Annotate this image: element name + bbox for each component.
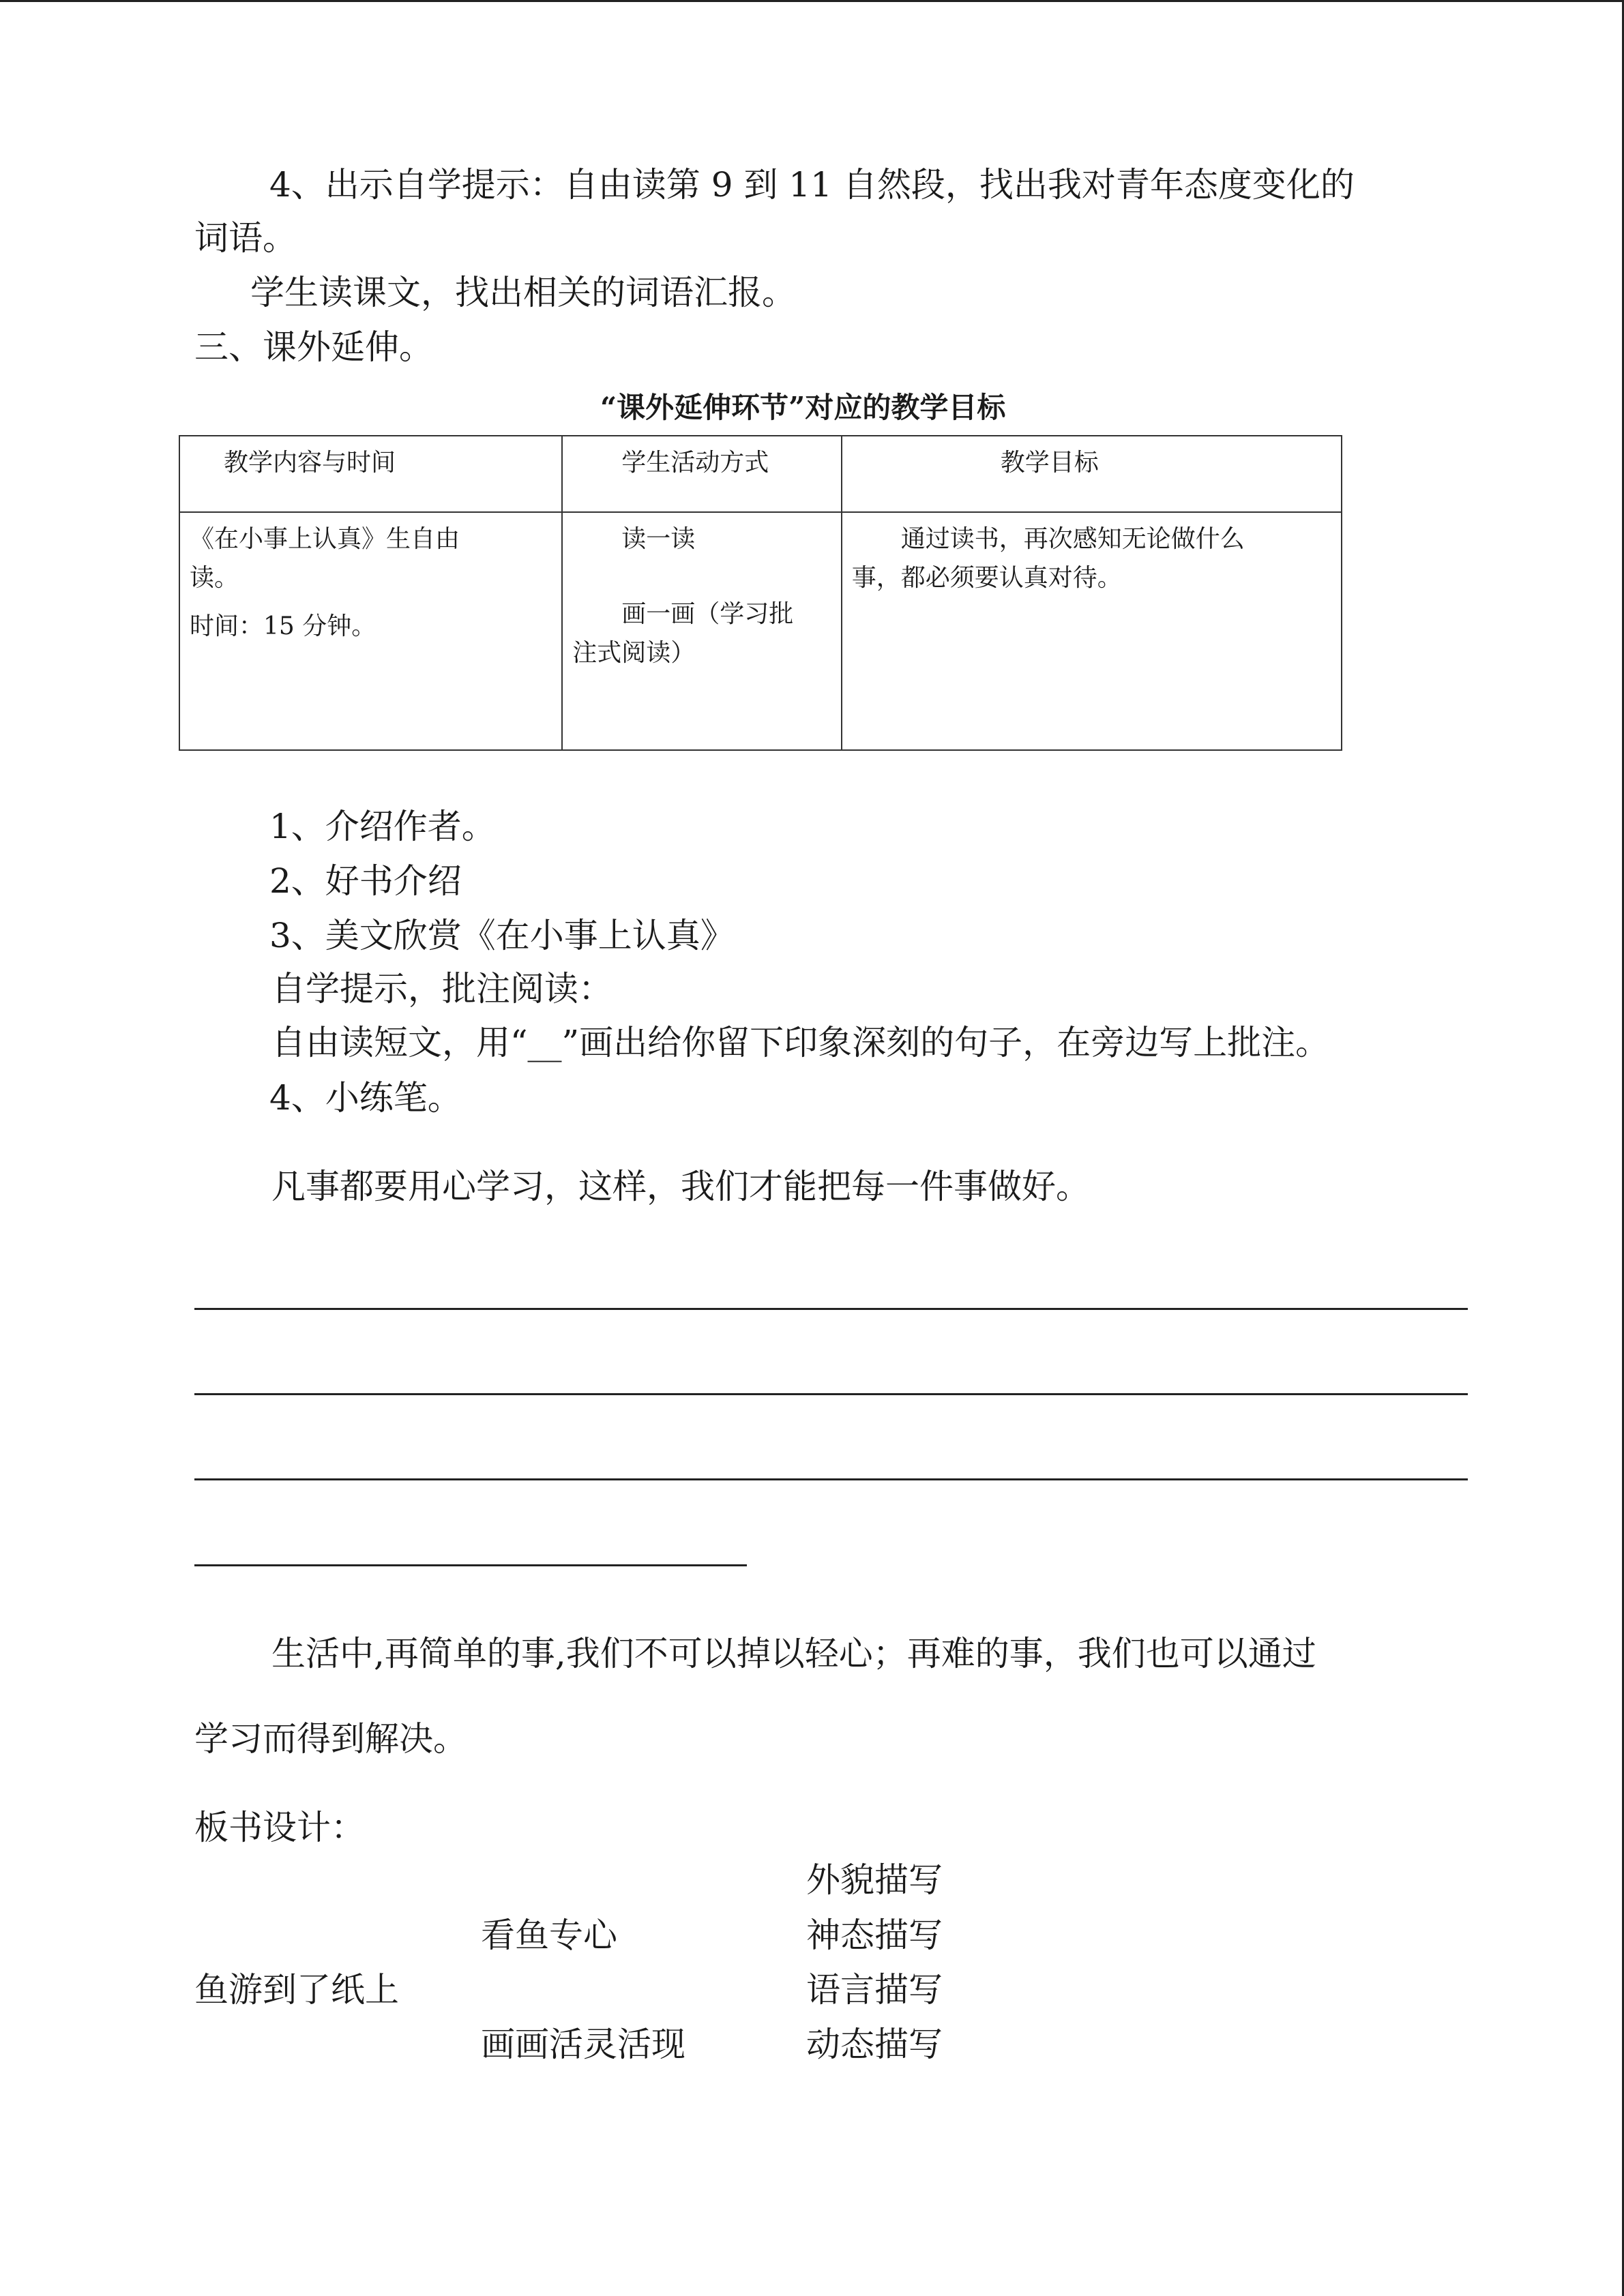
self-study-hint: 自学提示，批注阅读： bbox=[271, 969, 612, 1009]
board-detail-action: 动态描写 bbox=[806, 2025, 943, 2064]
cell-content-time bbox=[179, 512, 562, 750]
board-main-title: 鱼游到了纸上 bbox=[194, 1970, 399, 2010]
activity-mark-cont: 注式阅读） bbox=[572, 639, 696, 667]
header-activity: 学生活动方式 bbox=[562, 436, 842, 512]
annotation-instruction: 自由读短文，用“__”画出给你留下印象深刻的句子，在旁边写上批注。 bbox=[271, 1023, 1330, 1062]
header-goal: 教学目标 bbox=[842, 436, 1342, 512]
board-detail-language: 语言描写 bbox=[806, 1970, 943, 2010]
teaching-goals-table bbox=[179, 435, 1342, 751]
board-detail-appearance: 外貌描写 bbox=[806, 1860, 943, 1900]
content-line: 《在小事上认真》生自由 bbox=[190, 525, 460, 553]
content-line: 读。 bbox=[190, 564, 239, 592]
extension-item-3: 3、美文欣赏《在小事上认真》 bbox=[269, 916, 735, 955]
table-body-row bbox=[179, 512, 1342, 750]
content-time: 时间：15 分钟。 bbox=[190, 612, 377, 640]
table-caption: “课外延伸环节”对应的教学目标 bbox=[600, 391, 1006, 424]
activity-read: 读一读 bbox=[621, 525, 696, 553]
extension-item-4: 4、小练笔。 bbox=[269, 1078, 462, 1118]
extension-item-2: 2、好书介绍 bbox=[269, 861, 462, 901]
activity-mark: 画一画（学习批 bbox=[621, 600, 794, 628]
student-report: 学生读课文，找出相关的词语汇报。 bbox=[250, 273, 796, 312]
step4-line2: 词语。 bbox=[194, 218, 297, 258]
extension-item-1: 1、介绍作者。 bbox=[269, 807, 496, 846]
board-branch-vivid-painting: 画画活灵活现 bbox=[481, 2025, 685, 2064]
section-3-heading: 三、课外延伸。 bbox=[194, 327, 433, 367]
step4-line1: 4、出示自学提示：自由读第 9 到 11 自然段，找出我对青年态度变化的 bbox=[269, 165, 1355, 205]
board-detail-expression: 神态描写 bbox=[806, 1915, 943, 1955]
writing-line-1[interactable] bbox=[194, 1308, 1468, 1310]
writing-line-3[interactable] bbox=[194, 1478, 1468, 1480]
writing-line-2[interactable] bbox=[194, 1393, 1468, 1395]
cell-goal bbox=[842, 512, 1342, 750]
header-content-time: 教学内容与时间 bbox=[179, 436, 562, 512]
goal-line: 事，都必须要认真对待。 bbox=[851, 564, 1122, 592]
cell-activity bbox=[562, 512, 842, 750]
board-design-title: 板书设计： bbox=[194, 1808, 365, 1847]
page-top-border bbox=[0, 0, 1624, 2]
board-branch-watch-fish: 看鱼专心 bbox=[481, 1915, 617, 1955]
practice-prompt: 凡事都要用心学习，这样，我们才能把每一件事做好。 bbox=[271, 1167, 1090, 1206]
conclusion-line1: 生活中,再简单的事,我们不可以掉以轻心；再难的事，我们也可以通过 bbox=[271, 1634, 1316, 1673]
writing-line-4[interactable] bbox=[194, 1564, 747, 1566]
goal-line: 通过读书，再次感知无论做什么 bbox=[900, 525, 1245, 553]
conclusion-line2: 学习而得到解决。 bbox=[194, 1719, 467, 1759]
table-header-row bbox=[179, 436, 1342, 512]
